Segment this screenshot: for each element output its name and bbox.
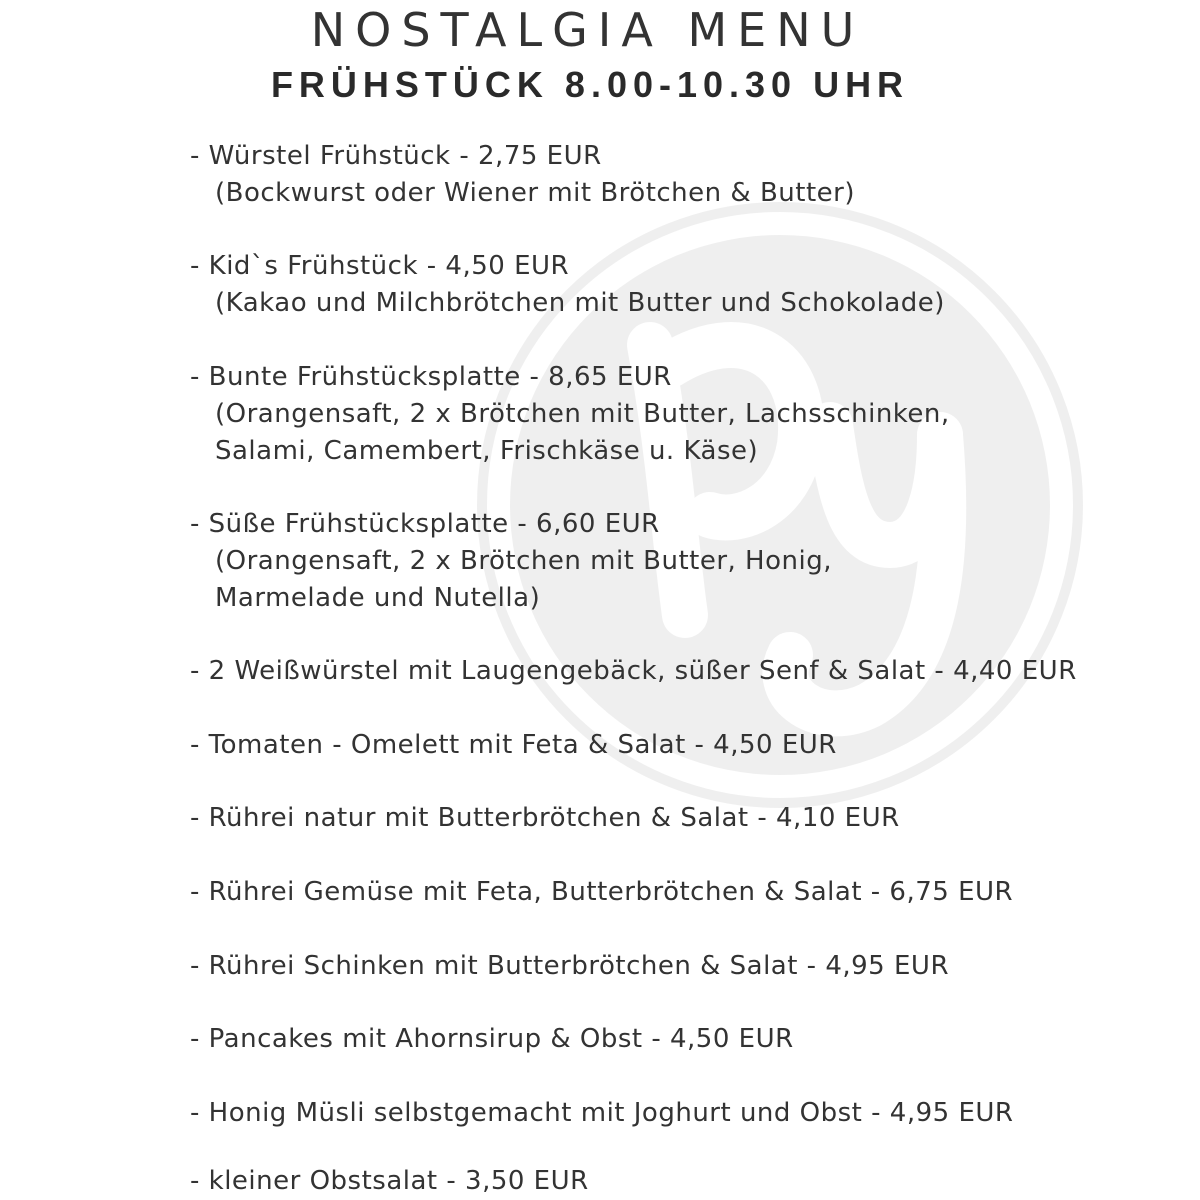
menu-item-name: - Bunte Frühstücksplatte - 8,65 EUR (190, 362, 672, 392)
menu-item-name: - Kid`s Frühstück - 4,50 EUR (190, 251, 570, 281)
menu-item (190, 248, 945, 322)
menu-item-description: (Kakao und Milchbrötchen mit Butter und Schokolade) (215, 288, 945, 318)
menu-item-name: - kleiner Obstsalat - 3,50 EUR (190, 1166, 589, 1196)
menu-item-description: (Orangensaft, 2 x Brötchen mit Butter, Lachsschinken, (215, 399, 950, 429)
menu-title: NOSTALGIA MENU (310, 3, 865, 57)
menu-item-name: - Tomaten - Omelett mit Feta & Salat - 4,50 EUR (190, 730, 837, 760)
menu-item (190, 874, 1013, 911)
menu-item (190, 138, 855, 212)
menu-item-description: Marmelade und Nutella) (215, 583, 541, 613)
menu-item-name: - Rührei Gemüse mit Feta, Butterbrötchen & Salat - 6,75 EUR (190, 877, 1014, 907)
menu-item (190, 359, 950, 470)
menu-item-description: Salami, Camembert, Frischkäse u. Käse) (215, 436, 759, 466)
menu-item-name: - 2 Weißwürstel mit Laugengebäck, süßer Senf & Salat - 4,40 EUR (190, 656, 1077, 686)
menu-item-name: - Pancakes mit Ahornsirup & Obst - 4,50 EUR (190, 1024, 794, 1054)
menu-item (190, 1163, 589, 1200)
menu-item (190, 727, 837, 764)
menu-item (190, 1095, 1013, 1132)
menu-item (190, 800, 900, 837)
menu-item-name: - Würstel Frühstück - 2,75 EUR (190, 141, 602, 171)
menu-item (190, 1021, 794, 1058)
menu-item-name: - Süße Frühstücksplatte - 6,60 EUR (190, 509, 660, 539)
menu-item (190, 653, 1077, 690)
menu-item-name: - Rührei natur mit Butterbrötchen & Salat - 4,10 EUR (190, 803, 900, 833)
menu-item-name: - Rührei Schinken mit Butterbrötchen & Salat - 4,95 EUR (190, 951, 950, 981)
menu-item-description: (Bockwurst oder Wiener mit Brötchen & Butter) (215, 178, 855, 208)
menu-item-description: (Orangensaft, 2 x Brötchen mit Butter, Honig, (215, 546, 832, 576)
menu-item-name: - Honig Müsli selbstgemacht mit Joghurt und Obst - 4,95 EUR (190, 1098, 1014, 1128)
menu-item (190, 948, 949, 985)
menu-subtitle: FRÜHSTÜCK 8.00-10.30 UHR (270, 64, 910, 105)
menu-list (190, 0, 1190, 1200)
menu-item (190, 506, 832, 617)
